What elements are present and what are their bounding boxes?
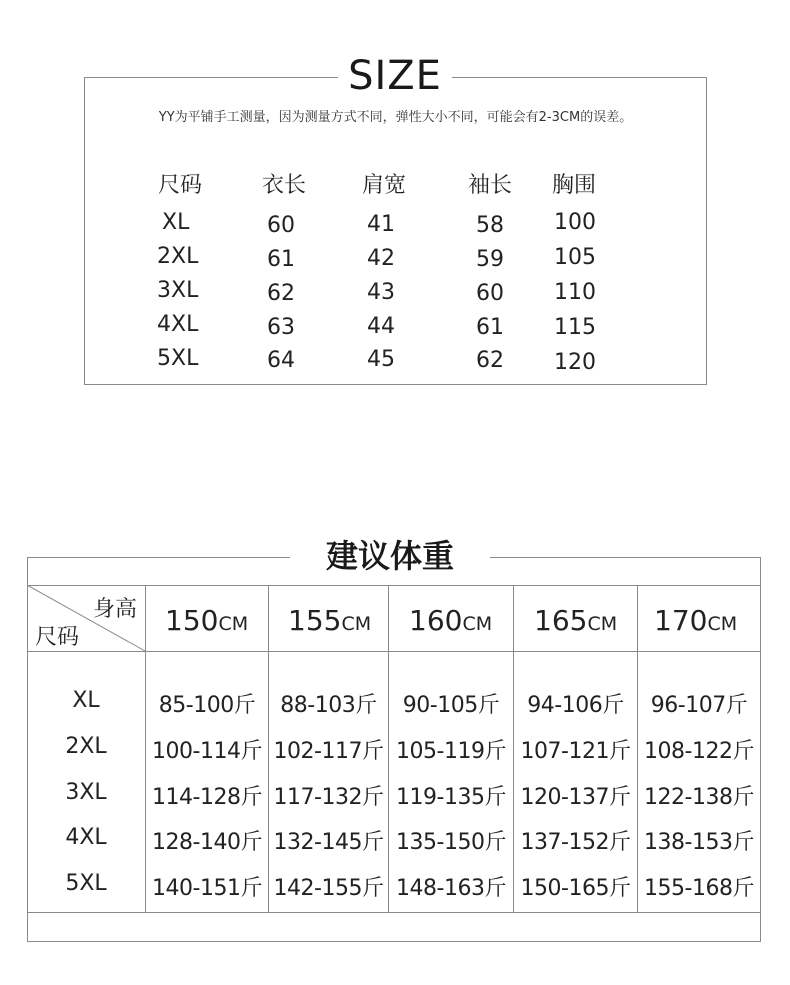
height-header-155 [288, 604, 371, 637]
size-cell: 4XL [157, 312, 199, 337]
size-cell: 64 [267, 348, 295, 373]
size-cell: 42 [367, 246, 395, 271]
weight-cell: 132-145斤 [273, 830, 384, 855]
weight-row-size: 3XL [65, 780, 107, 805]
size-cell: 62 [476, 348, 504, 373]
weight-cell: 107-121斤 [520, 739, 631, 764]
height-unit: CM [707, 613, 738, 635]
weight-cell: 88-103斤 [280, 693, 377, 718]
height-unit: CM [587, 613, 618, 635]
size-cell: XL [162, 210, 190, 235]
size-cell: 59 [476, 247, 504, 272]
weight-cell: 155-168斤 [644, 876, 754, 901]
height-number: 165 [534, 604, 588, 637]
size-cell: 41 [367, 212, 395, 237]
height-header-170 [654, 604, 737, 637]
weight-cell: 117-132斤 [273, 785, 384, 810]
size-cell: 58 [476, 213, 504, 238]
weight-cell: 85-100斤 [158, 693, 256, 718]
weight-cell: 135-150斤 [396, 830, 506, 855]
size-header-chest: 胸围 [552, 173, 597, 198]
size-cell: 100 [554, 210, 596, 235]
size-cell: 2XL [157, 244, 199, 269]
height-unit: CM [341, 613, 372, 635]
height-number: 160 [409, 604, 463, 637]
weight-cell: 90-105斤 [402, 693, 500, 718]
weight-cell: 122-138斤 [644, 785, 754, 810]
corner-height-label: 身高 [93, 597, 138, 622]
size-cell: 60 [267, 213, 295, 238]
height-header-150 [165, 604, 248, 637]
height-number: 150 [165, 604, 219, 637]
size-header-shoulder: 肩宽 [362, 173, 407, 198]
size-cell: 5XL [157, 346, 199, 371]
size-cell: 43 [367, 280, 395, 305]
weight-chart-title: 建议体重 [290, 532, 490, 580]
height-unit: CM [218, 613, 249, 635]
weight-cell: 138-153斤 [644, 830, 754, 855]
size-cell: 105 [554, 245, 596, 270]
height-number: 155 [288, 604, 342, 637]
weight-cell: 105-119斤 [396, 739, 506, 764]
size-cell: 44 [367, 314, 395, 339]
size-cell: 63 [267, 315, 295, 340]
weight-cell: 140-151斤 [152, 876, 262, 901]
measurement-note: YY为平铺手工测量，因为测量方式不同，弹性大小不同，可能会有2-3CM的误差。 [158, 110, 633, 125]
height-header-160 [409, 604, 492, 637]
weight-cell: 114-128斤 [152, 785, 262, 810]
weight-cell: 150-165斤 [520, 876, 631, 901]
size-cell: 110 [554, 280, 596, 305]
size-cell: 115 [554, 315, 596, 340]
weight-cell: 108-122斤 [644, 739, 754, 764]
weight-row-size: 4XL [65, 825, 107, 850]
size-cell: 61 [476, 315, 504, 340]
size-cell: 45 [367, 347, 395, 372]
height-number: 170 [654, 604, 708, 637]
height-header-165 [534, 604, 617, 637]
corner-size-label: 尺码 [35, 625, 80, 650]
size-cell: 62 [267, 281, 295, 306]
weight-row-size: 2XL [65, 734, 107, 759]
weight-cell: 142-155斤 [273, 876, 384, 901]
weight-cell: 100-114斤 [152, 739, 262, 764]
size-cell: 120 [554, 350, 596, 375]
size-header-length: 衣长 [262, 173, 307, 198]
size-cell: 3XL [157, 278, 199, 303]
weight-cell: 128-140斤 [152, 830, 262, 855]
weight-row-size: 5XL [65, 871, 107, 896]
size-chart-title: SIZE [338, 52, 452, 100]
size-cell: 61 [267, 247, 295, 272]
weight-row-size: XL [72, 688, 100, 713]
weight-cell: 148-163斤 [396, 876, 506, 901]
weight-cell: 120-137斤 [520, 785, 631, 810]
weight-cell: 94-106斤 [527, 693, 624, 718]
size-header-size: 尺码 [158, 173, 203, 198]
weight-cell: 102-117斤 [273, 739, 384, 764]
grid-line [27, 912, 761, 913]
weight-cell: 119-135斤 [396, 785, 506, 810]
weight-cell: 137-152斤 [520, 830, 631, 855]
size-cell: 60 [476, 281, 504, 306]
height-unit: CM [462, 613, 493, 635]
weight-cell: 96-107斤 [650, 693, 748, 718]
size-header-sleeve: 袖长 [468, 173, 513, 198]
